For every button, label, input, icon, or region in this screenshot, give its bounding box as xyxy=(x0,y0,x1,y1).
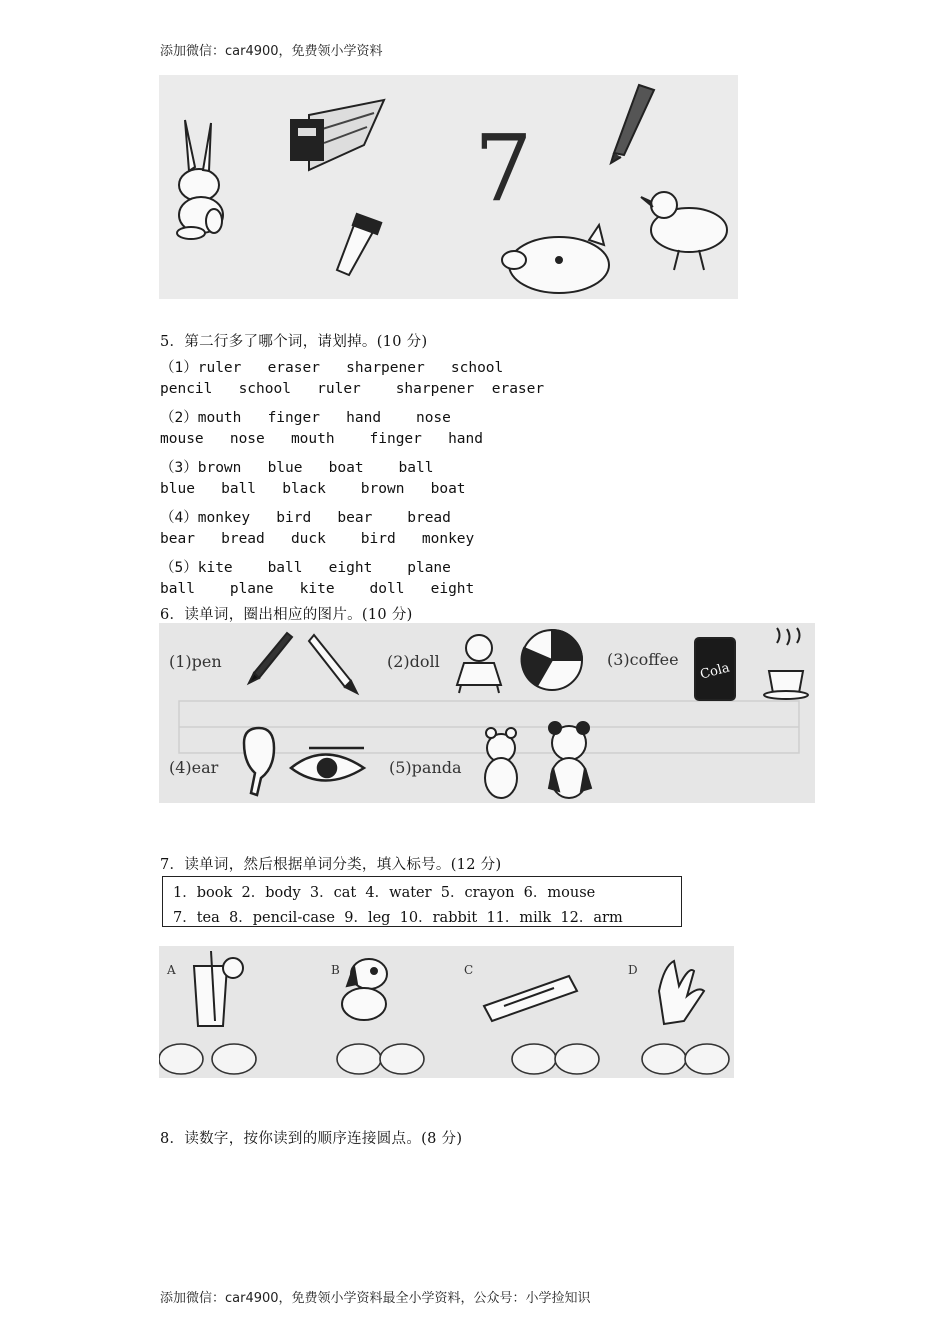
q6-illustration xyxy=(159,623,815,803)
q6-title: 6．读单词，圈出相应的图片。(10 分) xyxy=(160,607,413,623)
ball-picture xyxy=(522,630,582,690)
digit-seven: 7 xyxy=(474,115,533,222)
bear-picture xyxy=(485,728,517,798)
cola-label: Cola xyxy=(698,660,732,683)
q5-line: （3）brown blue boat ball xyxy=(160,460,434,476)
q5-line: bear bread duck bird monkey xyxy=(160,531,475,547)
word-box xyxy=(162,876,682,927)
label-b: B xyxy=(331,963,340,977)
label-c: C xyxy=(464,963,474,977)
cola-can-picture xyxy=(695,638,735,700)
q5-line: （4）monkey bird bear bread xyxy=(160,510,451,526)
page-header: 添加微信：car4900，免费领小学资料 xyxy=(160,44,383,59)
q5-line: （5）kite ball eight plane xyxy=(160,560,451,576)
q5-line: mouse nose mouth finger hand xyxy=(160,431,484,447)
q6-item-pen: (1)pen xyxy=(169,652,222,671)
q7-illustration xyxy=(159,946,734,1078)
q5-line: ball plane kite doll eight xyxy=(160,581,475,597)
word-box-row: 7．tea 8．pencil-case 9．leg 10．rabbit 11．milk 12．arm xyxy=(173,910,623,926)
word-box-row: 1．book 2．body 3．cat 4．water 5．crayon 6．mouse xyxy=(173,885,596,901)
q5-line: （2）mouth finger hand nose xyxy=(160,410,451,426)
label-a: A xyxy=(167,963,176,977)
q8-title: 8．读数字，按你读到的顺序连接圆点。(8 分) xyxy=(160,1131,463,1147)
q5-line: blue ball black brown boat xyxy=(160,481,466,497)
q6-item-ear: (4)ear xyxy=(169,758,219,777)
q5-line: pencil school ruler sharpener eraser xyxy=(160,381,545,397)
q7-title: 7．读单词，然后根据单词分类，填入标号。(12 分) xyxy=(160,857,502,873)
top-illustration xyxy=(159,75,738,299)
q6-item-coffee: (3)coffee xyxy=(607,650,679,669)
q5-title: 5．第二行多了哪个词，请划掉。(10 分) xyxy=(160,334,428,350)
q5-line: （1）ruler eraser sharpener school xyxy=(160,360,504,376)
q6-item-panda: (5)panda xyxy=(389,758,462,777)
label-d: D xyxy=(628,963,638,977)
page-footer: 添加微信：car4900，免费领小学资料最全小学资料，公众号：小学捡知识 xyxy=(160,1291,591,1306)
q6-item-doll: (2)doll xyxy=(387,652,440,671)
